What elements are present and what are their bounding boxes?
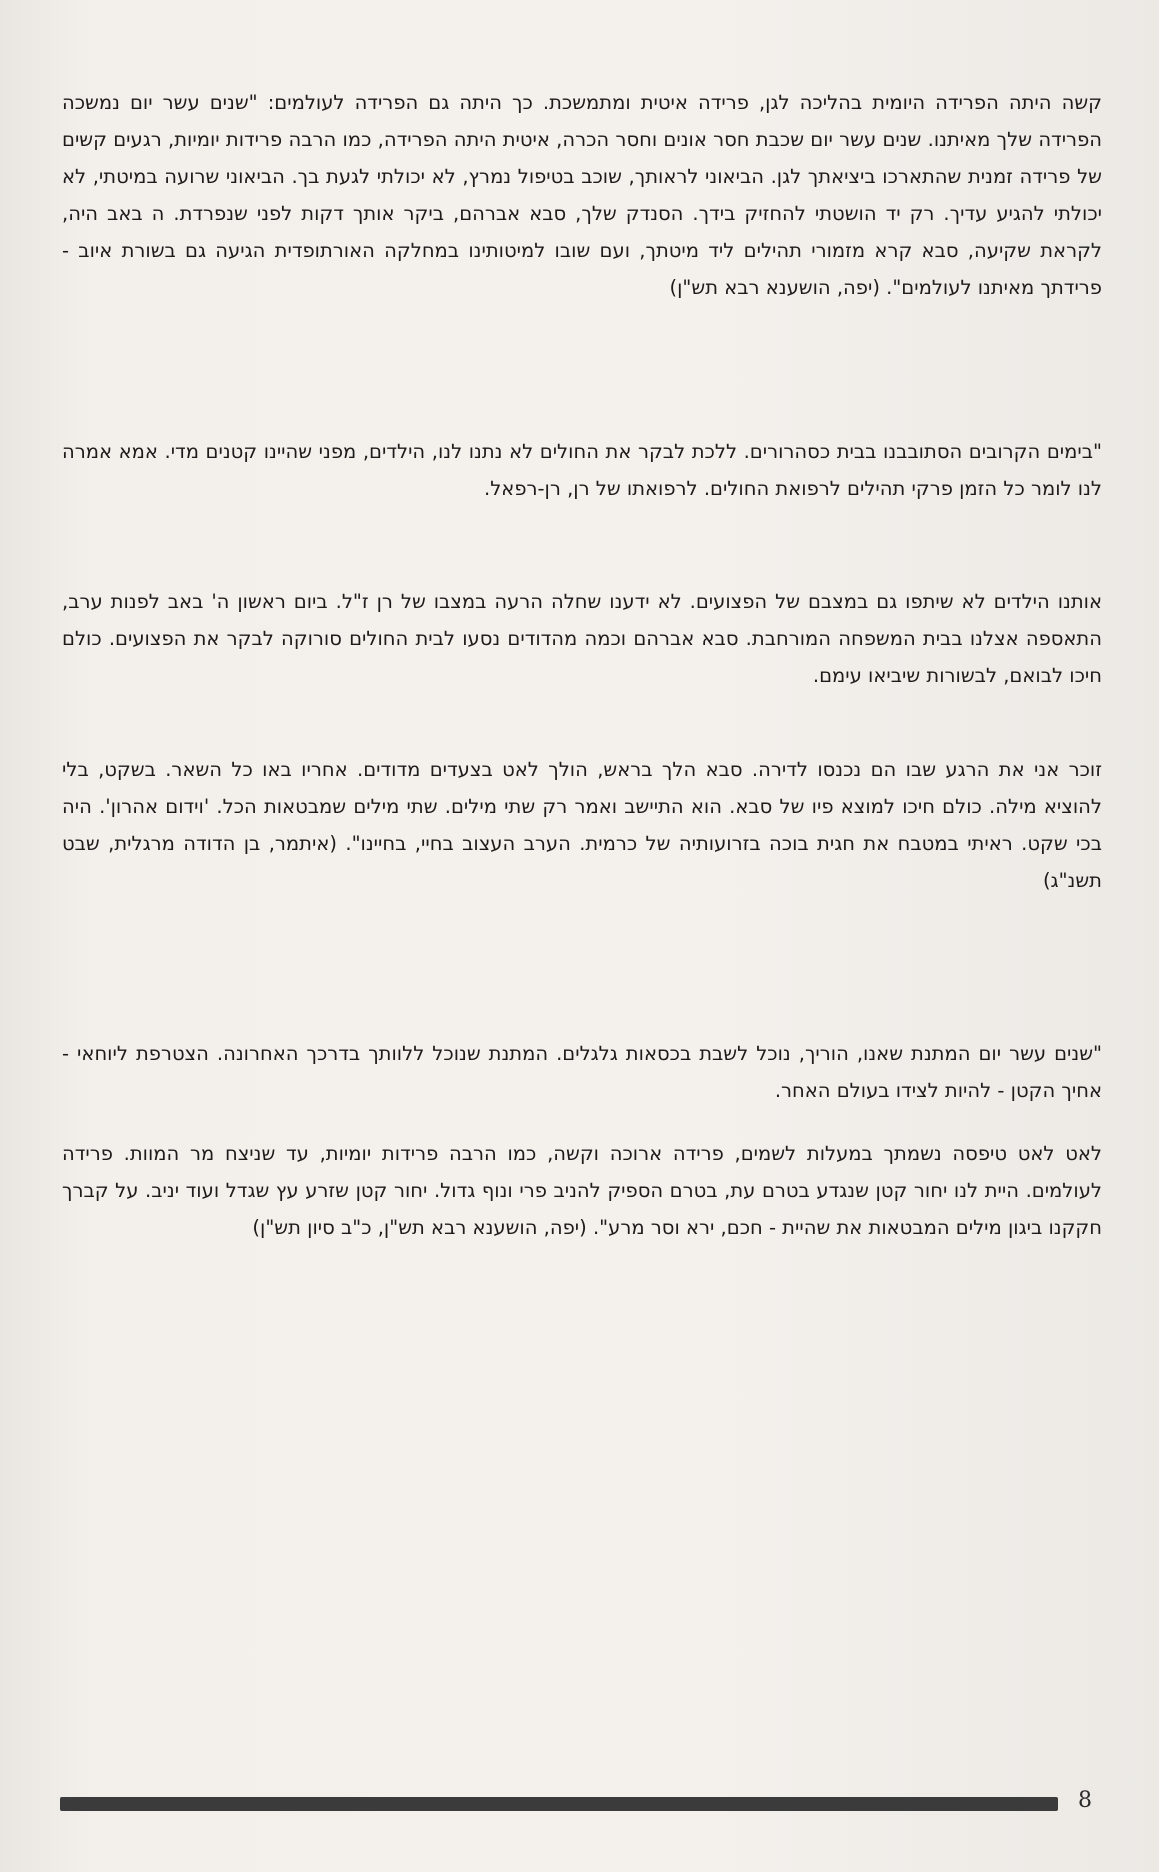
paragraph-5-text: "שנים עשר יום המתנת שאנו, הוריך, נוכל לשבת בכסאות גלגלים. המתנת שנוכל ללוותך בדרכך האחרונה. הצטרפת ליוחאי - אחיך הקטן - להיות לצידו בעולם האחר. xyxy=(62,1042,1102,1102)
footer-rule xyxy=(60,1797,1058,1811)
paragraph-6-text: לאט לאט טיפסה נשמתך במעלות לשמים, פרידה ארוכה וקשה, כמו הרבה פרידות יומיות, עד שניצח מר המוות. פרידה לעולמים. היית לנו יחור קטן שנגדע בטרם עת, בטרם הספיק להניב פרי ונוף גדול. יחור קטן שזרע עץ שגדל ועוד יניב. על קברך חקקנו ביגון מילים המבטאות את שהיית - חכם, ירא וסר מרע". (יפה, הושענא רבא תש"ן, כ"ב סיון תש"ן) xyxy=(62,1142,1102,1239)
paragraph-soul-ascended xyxy=(62,1135,1102,1246)
paragraph-grandfather-returns xyxy=(62,751,1102,899)
paragraph-hospital-days xyxy=(62,433,1102,507)
paragraph-3-text: אותנו הילדים לא שיתפו גם במצבם של הפצועים. לא ידענו שחלה הרעה במצבו של רן ז"ל. ביום ראשון ה' באב לפנות ערב, התאספה אצלנו בבית המשפחה המורחבת. סבא אברהם וכמה מהדודים נסעו לבית החולים סורוקה לבקר את הפצועים. כולם חיכו לבואם, לבשורות שיביאו עימם. xyxy=(62,590,1102,687)
paragraph-1-text: קשה היתה הפרידה היומית בהליכה לגן, פרידה איטית ומתמשכת. כך היתה גם הפרידה לעולמים: "שנים עשר יום נמשכה הפרידה שלך מאיתנו. שנים עשר יום שכבת חסר אונים וחסר הכרה, איטית היתה הפרידה, כמו הרבה פרידות יומיות, רגעים קשים של פרידה זמנית שהתארכו ביציאתך לגן. הביאוני לראותך, שוכב בטיפול נמרץ, לא יכולתי לגעת בך. הביאוני שרועה במיטתי, לא יכולתי להגיע עדיך. רק יד הושטתי להחזיק בידך. הסנדק שלך, סבא אברהם, ביקר אותך דקות לפני שנפרדת. ה באב היה, לקראת שקיעה, סבא קרא מזמורי תהילים ליד מיטתך, ועם שובו למיטותינו במחלקה האורתופדית הגיעה גם בשורת איוב - פרידתך מאיתנו לעולמים". (יפה, הושענא רבא תש"ן) xyxy=(62,91,1102,299)
paragraph-children-not-told xyxy=(62,583,1102,694)
paragraph-twelve-days xyxy=(62,1035,1102,1109)
page-number: 8 xyxy=(1078,1788,1092,1813)
paragraph-farewell xyxy=(62,84,1102,306)
paragraph-2-text: "בימים הקרובים הסתובבנו בבית כסהרורים. ללכת לבקר את החולים לא נתנו לנו, הילדים, מפני שהיינו קטנים מדי. אמא אמרה לנו לומר כל הזמן פרקי תהילים לרפואת החולים. לרפואתו של רן, רן-רפאל. xyxy=(62,440,1102,500)
paragraph-4-text: זוכר אני את הרגע שבו הם נכנסו לדירה. סבא הלך בראש, הולך לאט בצעדים מדודים. אחריו באו כל השאר. בשקט, בלי להוציא מילה. כולם חיכו למוצא פיו של סבא. הוא התיישב ואמר רק שתי מילים. שתי מילים שמבטאות הכל. 'וידום אהרון'. היה בכי שקט. ראיתי במטבח את חגית בוכה בזרועותיה של כרמית. הערב העצוב בחיי, בחיינו". (איתמר, בן הדודה מרגלית, שבט תשנ"ג) xyxy=(62,758,1102,892)
